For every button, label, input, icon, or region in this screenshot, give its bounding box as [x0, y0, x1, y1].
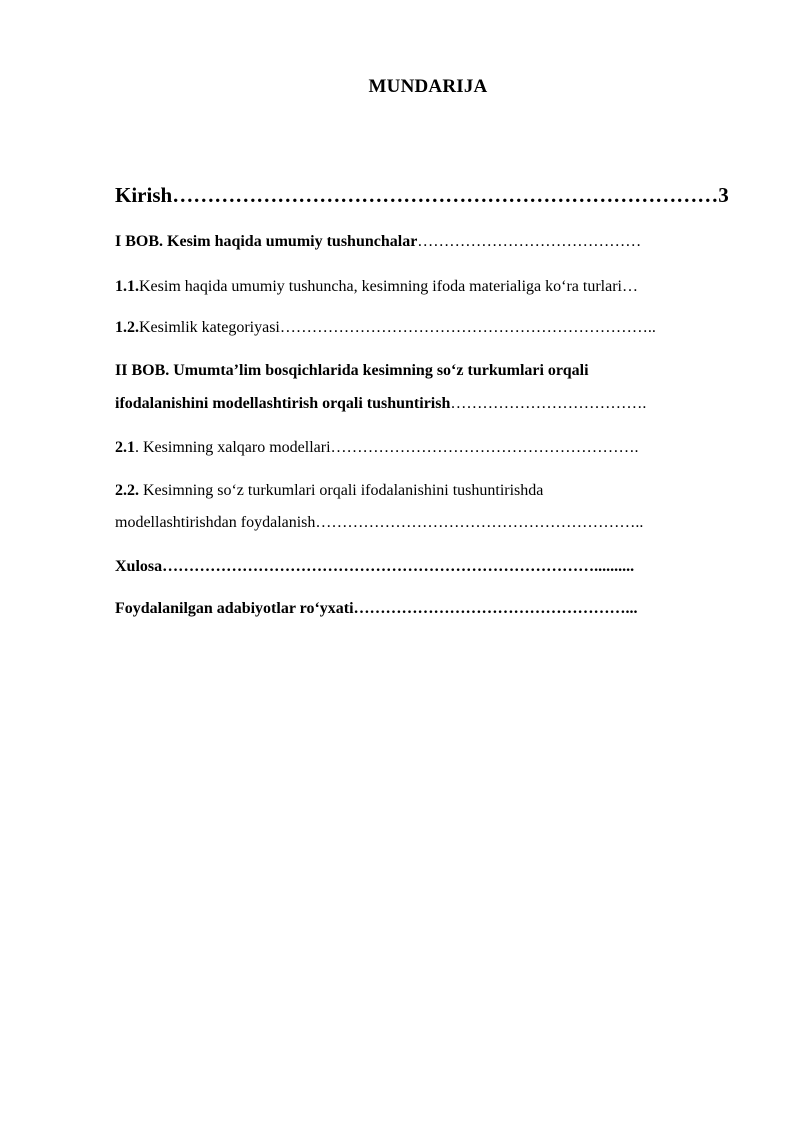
toc-leader-dots: ……………………………………………...: [353, 600, 638, 617]
page-title: MUNDARIJA: [368, 76, 488, 97]
toc-entry-chapter-2-line-1: [115, 361, 745, 381]
toc-entry-2-1: [115, 438, 745, 458]
toc-entry-bibliography: [115, 599, 745, 619]
toc-entry-2-2-line-1: [115, 481, 745, 501]
toc-entry-label: II BOB. Umumta’lim bosqichlarida kesimning so‘z turkumlari orqali: [115, 362, 589, 379]
toc-entry-label: Xulosa: [115, 558, 163, 575]
toc-entry-label: I BOB. Kesim haqida umumiy tushunchalar: [115, 233, 418, 250]
toc-entry-label: Foydalanilgan adabiyotlar ro‘yxati: [115, 600, 354, 617]
toc-leader-dots: ……………………………………: [417, 233, 642, 250]
toc-entry-label: ifodalanishini modellashtirish orqali tushuntirish: [115, 395, 451, 412]
toc-entry-number: 1.2.: [115, 319, 139, 336]
toc-entry-chapter-1: [115, 232, 745, 252]
toc-entry-2-2-line-2: [115, 513, 745, 533]
toc-entry-1-1: [115, 277, 745, 297]
toc-leader-dots: ………………………………………………….: [330, 439, 639, 456]
toc-entry-1-2: [115, 318, 745, 338]
toc-entry-label: . Kesimning xalqaro modellari: [135, 439, 331, 456]
toc-entry-number: 1.1.: [115, 278, 139, 295]
toc-leader-dots: ……………………………………………………………..: [279, 319, 656, 336]
toc-entry-number: 2.2.: [115, 482, 139, 499]
toc-entry-chapter-2-line-2: [115, 394, 745, 414]
toc-entry-xulosa: [115, 557, 745, 577]
toc-leader-dots: ……………………………………………………..: [315, 514, 644, 531]
toc-entry-label: Kesimning so‘z turkumlari orqali ifodalanishini tushuntirishda: [139, 482, 544, 499]
toc-entry-label: Kirish: [115, 183, 173, 207]
toc-leader-dots: ……………………………………………………………………: [172, 183, 719, 207]
toc-leader-dots: …: [621, 278, 638, 295]
toc-entry-label: modellashtirishdan foydalanish: [115, 514, 316, 531]
toc-page-number: 3: [718, 183, 729, 207]
toc-leader-dots: ………………………………………………………………………..........: [162, 558, 635, 575]
toc-leader-dots: ……………………………….: [450, 395, 647, 412]
toc-entry-number: 2.1: [115, 439, 135, 456]
toc-entry-label: Kesim haqida umumiy tushuncha, kesimning ifoda materialiga ko‘ra turlari: [139, 278, 622, 295]
toc-entry-label: Kesimlik kategoriyasi: [139, 319, 280, 336]
toc-entry-kirish: [115, 182, 745, 208]
